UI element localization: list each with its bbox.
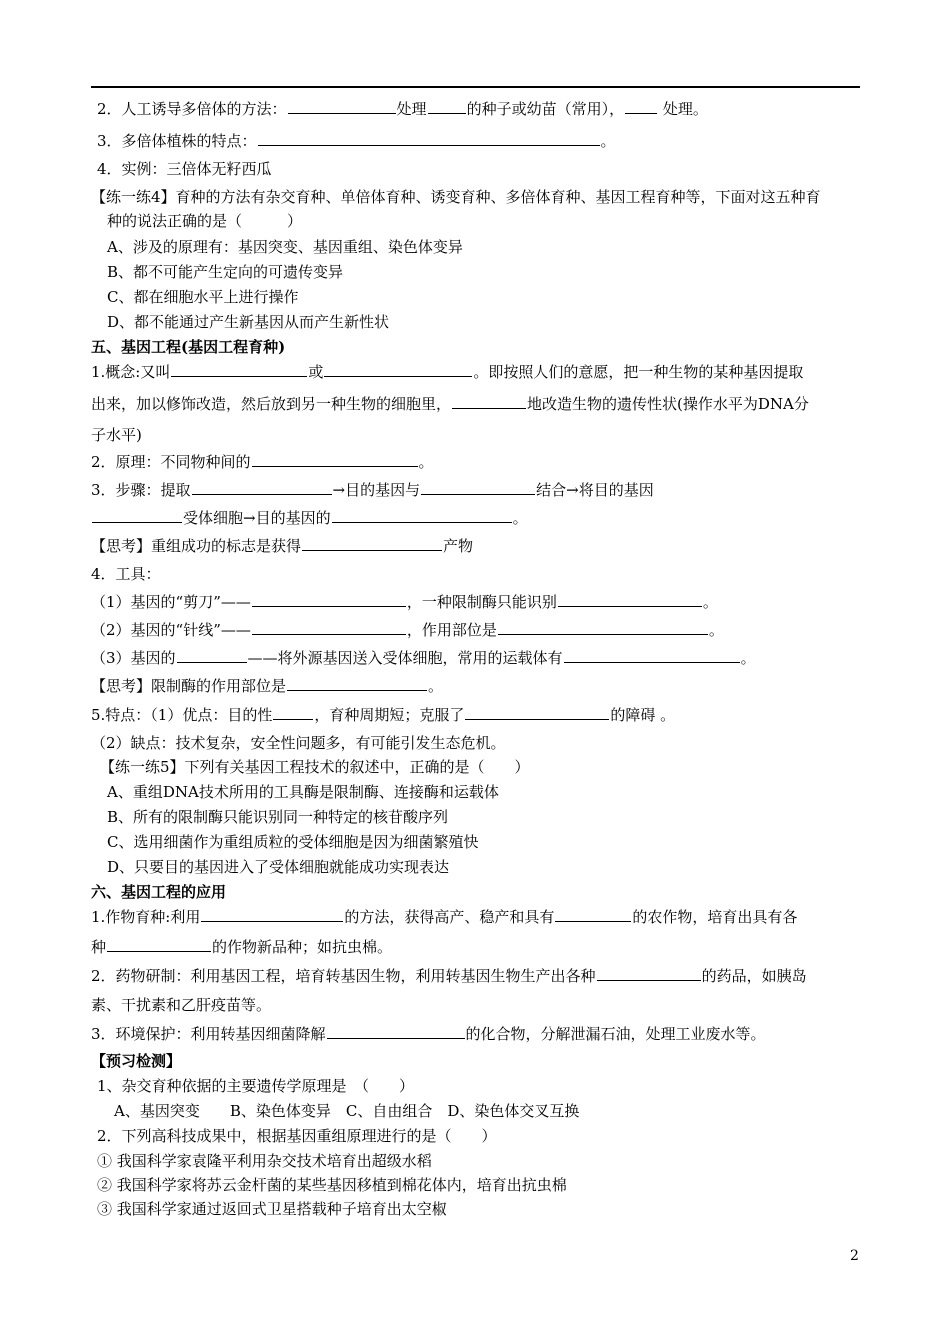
text: ，作用部位是 <box>406 621 497 639</box>
fill-blank <box>564 648 740 663</box>
practice4-option-b: B、都不可能产生定向的可遗传变异 <box>107 263 344 281</box>
text: 的农作物，培育出具有各 <box>632 908 798 926</box>
concept-line-1 <box>91 362 803 382</box>
check-question-2-item-2: ② 我国科学家将苏云金杆菌的某些基因移植到棉花体内，培育出抗虫棉 <box>97 1176 567 1194</box>
fill-blank <box>171 362 307 377</box>
text: 地改造生物的遗传性状(操作水平为DNA分 <box>527 395 809 413</box>
text: →目的基因与 <box>332 481 421 499</box>
header-rule <box>91 86 860 88</box>
fill-blank <box>327 1024 465 1039</box>
text: 。即按照人们的意愿，把一种生物的某种基因提取 <box>473 363 804 381</box>
fill-blank <box>558 592 702 607</box>
text: 2．药物研制：利用基因工程，培育转基因生物，利用转基因生物生产出各种 <box>91 967 596 985</box>
text: 种 <box>91 938 107 956</box>
text: 产物 <box>443 537 474 555</box>
fill-blank <box>258 131 600 146</box>
fill-blank <box>421 480 535 495</box>
fill-blank <box>201 907 343 922</box>
environment-line <box>91 1024 766 1044</box>
features-line-2: （2）缺点：技术复杂，安全性问题多，有可能引发生态危机。 <box>91 734 506 752</box>
fill-blank <box>324 362 472 377</box>
fill-blank <box>287 676 427 691</box>
principle-line <box>91 452 434 472</box>
text: 出来，加以修饰改造，然后放到另一种生物的细胞里， <box>91 395 452 413</box>
text: 的方法，获得高产、稳产和具有 <box>344 908 555 926</box>
text: 【思考】重组成功的标志是获得 <box>91 537 302 555</box>
fill-blank <box>332 508 512 523</box>
steps-line-1 <box>91 480 654 500</box>
concept-line-2 <box>91 394 809 414</box>
tool-scissors-line <box>91 592 718 612</box>
text: 。 <box>740 649 756 667</box>
practice4-question: 【练一练4】育种的方法有杂交育种、单倍体育种、诱变育种、多倍体育种、基因工程育种等，下面对这五种育 <box>91 188 821 206</box>
polyploid-feature-line <box>97 131 616 151</box>
text: 处理。 <box>658 100 708 118</box>
text: 3．环境保护：利用转基因细菌降解 <box>91 1025 326 1043</box>
text: ，育种周期短；克服了 <box>314 706 465 724</box>
tool-vector-line <box>91 648 756 668</box>
practice4-option-c: C、都在细胞水平上进行操作 <box>107 288 299 306</box>
text: 处理 <box>396 100 427 118</box>
text: 。 <box>708 621 724 639</box>
text: 。 <box>418 453 434 471</box>
fill-blank <box>302 536 442 551</box>
text: 2．人工诱导多倍体的方法： <box>97 100 287 118</box>
text: 受体细胞→目的基因的 <box>183 509 331 527</box>
section6-heading: 六、基因工程的应用 <box>91 883 227 901</box>
fill-blank <box>252 620 406 635</box>
fill-blank <box>452 394 526 409</box>
check-question-1: 1、杂交育种依据的主要遗传学原理是 （ ） <box>97 1077 415 1095</box>
text: （2）基因的“针线”—— <box>91 621 251 639</box>
fill-blank <box>498 620 708 635</box>
practice5-question: 【练一练5】下列有关基因工程技术的叙述中，正确的是（ ） <box>100 758 530 776</box>
tool-needle-line <box>91 620 724 640</box>
text: 的种子或幼苗（常用）， <box>466 100 625 118</box>
practice5-option-d: D、只要目的基因进入了受体细胞就能成功实现表达 <box>107 858 450 876</box>
text: ，一种限制酶只能识别 <box>406 593 557 611</box>
text: 【思考】限制酶的作用部位是 <box>91 677 287 695</box>
check-question-2: 2．下列高科技成果中，根据基因重组原理进行的是（ ） <box>97 1127 497 1145</box>
text: 。 <box>428 677 444 695</box>
fill-blank <box>252 452 418 467</box>
fill-blank <box>465 705 609 720</box>
polyploid-method-line <box>97 99 708 119</box>
example-line: 4．实例：三倍体无籽西瓜 <box>97 160 272 178</box>
preview-check-heading: 【预习检测】 <box>91 1052 182 1070</box>
features-line-1 <box>91 705 675 725</box>
text: 1.概念:又叫 <box>91 363 171 381</box>
page-number: 2 <box>850 1248 859 1264</box>
concept-line-3: 子水平) <box>91 426 142 444</box>
fill-blank <box>555 907 631 922</box>
check-question-2-item-3: ③ 我国科学家通过返回式卫星搭载种子培育出太空椒 <box>97 1200 447 1218</box>
text: （1）基因的“剪刀”—— <box>91 593 251 611</box>
crop-line-2 <box>91 937 392 957</box>
text: 1.作物育种:利用 <box>91 908 201 926</box>
think-line-1 <box>91 536 473 556</box>
fill-blank <box>288 99 396 114</box>
text: 5.特点：（1）优点：目的性 <box>91 706 273 724</box>
text: 结合→将目的基因 <box>536 481 654 499</box>
practice5-option-a: A、重组DNA技术所用的工具酶是限制酶、连接酶和运载体 <box>107 783 499 801</box>
practice4-question-cont: 种的说法正确的是（ ） <box>107 212 303 230</box>
steps-line-2 <box>91 508 528 528</box>
text: 的药品，如胰岛 <box>701 967 807 985</box>
practice5-option-c: C、选用细菌作为重组质粒的受体细胞是因为细菌繁殖快 <box>107 833 479 851</box>
drug-line-1 <box>91 966 807 986</box>
drug-line-2: 素、干扰素和乙肝疫苗等。 <box>91 996 272 1014</box>
text: 或 <box>308 363 324 381</box>
fill-blank <box>428 99 466 114</box>
think-line-2 <box>91 676 443 696</box>
text: 。 <box>512 509 528 527</box>
fill-blank <box>625 99 657 114</box>
fill-blank <box>252 592 406 607</box>
text: 的障碍 。 <box>610 706 676 724</box>
section5-heading: 五、基因工程(基因工程育种) <box>91 338 286 356</box>
text: 3．多倍体植株的特点： <box>97 132 257 150</box>
practice4-option-a: A、涉及的原理有：基因突变、基因重组、染色体变异 <box>107 238 463 256</box>
text: ——将外源基因送入受体细胞，常用的运载体有 <box>247 649 563 667</box>
fill-blank <box>177 648 247 663</box>
text: （3）基因的 <box>91 649 176 667</box>
text: 。 <box>600 132 616 150</box>
text: 。 <box>702 593 718 611</box>
text: 的化合物，分解泄漏石油，处理工业废水等。 <box>465 1025 766 1043</box>
fill-blank <box>107 937 211 952</box>
fill-blank <box>192 480 332 495</box>
fill-blank <box>92 508 182 523</box>
crop-line-1 <box>91 907 797 927</box>
check-question-1-options: A、基因突变 B、染色体变异 C、自由组合 D、染色体交叉互换 <box>114 1102 580 1120</box>
fill-blank <box>273 705 313 720</box>
tools-heading: 4．工具： <box>91 565 161 583</box>
check-question-2-item-1: ① 我国科学家袁隆平利用杂交技术培育出超级水稻 <box>97 1152 432 1170</box>
text: 的作物新品种；如抗虫棉。 <box>212 938 393 956</box>
fill-blank <box>597 966 701 981</box>
text: 2．原理：不同物种间的 <box>91 453 251 471</box>
text: 3．步骤：提取 <box>91 481 191 499</box>
practice4-option-d: D、都不能通过产生新基因从而产生新性状 <box>107 313 390 331</box>
practice5-option-b: B、所有的限制酶只能识别同一种特定的核苷酸序列 <box>107 808 449 826</box>
